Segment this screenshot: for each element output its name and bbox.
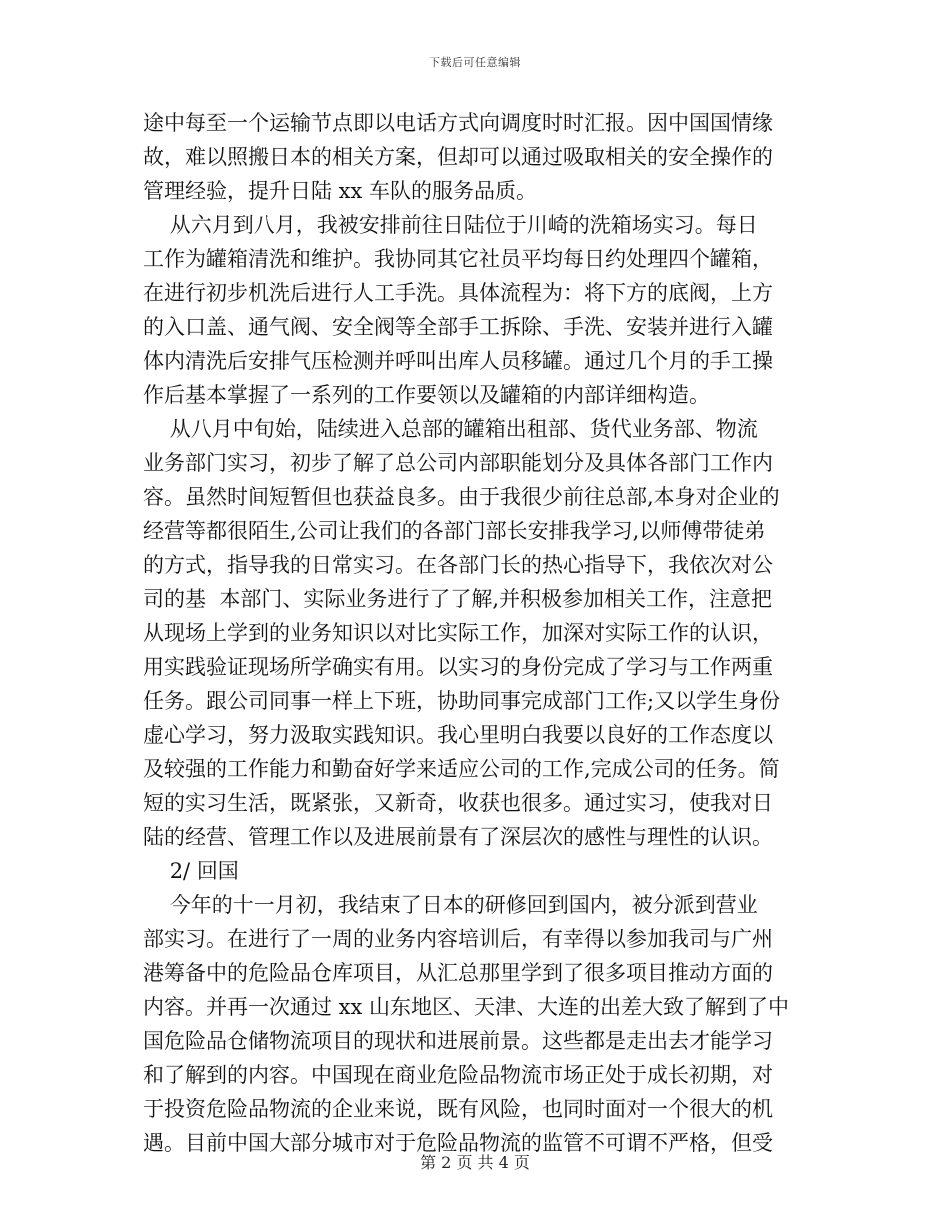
text-line: 体内清洗后安排气压检测并呼叫出库人员移罐。通过几个月的手工操 (143, 349, 773, 373)
text-line: 司的基 本部门、实际业务进行了了解,并积极参加相关工作，注意把 (143, 587, 773, 611)
text-line: 在进行初步机洗后进行人工手洗。具体流程为：将下方的底阀，上方 (143, 281, 773, 305)
page-number: 第 2 页 共 4 页 (420, 1153, 530, 1172)
text-line: 用实践验证现场所学确实有用。以实习的身份完成了学习与工作两重 (143, 655, 773, 679)
text-line: 部实习。在进行了一周的业务内容培训后，有幸得以参加我司与广州 (143, 927, 773, 951)
text-line: 于投资危险品物流的企业来说，既有风险，也同时面对一个很大的机 (143, 1097, 773, 1121)
text-line: 故，难以照搬日本的相关方案，但却可以通过吸取相关的安全操作的 (143, 145, 773, 169)
text-line: 作后基本掌握了一系列的工作要领以及罐箱的内部详细构造。 (143, 383, 710, 407)
text-line: 及较强的工作能力和勤奋好学来适应公司的工作,完成公司的任务。简 (143, 757, 780, 781)
text-line: 途中每至一个运输节点即以电话方式向调度时时汇报。因中国国情缘 (143, 111, 773, 135)
text-line: 工作为罐箱清洗和维护。我协同其它社员平均每日约处理四个罐箱， (143, 247, 773, 271)
document-body (143, 106, 803, 1160)
text-line: 业务部门实习，初步了解了总公司内部职能划分及具体各部门工作内 (143, 451, 773, 475)
text-line: 的方式，指导我的日常实习。在各部门长的热心指导下，我依次对公 (143, 553, 773, 577)
text-line: 和了解到的内容。中国现在商业危险品物流市场正处于成长初期，对 (143, 1063, 773, 1087)
text-line: 的入口盖、通气阀、安全阀等全部手工拆除、手洗、安装并进行入罐 (143, 315, 773, 339)
text-line: 从八月中旬始，陆续进入总部的罐箱出租部、货代业务部、物流 (143, 417, 758, 441)
text-line: 陆的经营、管理工作以及进展前景有了深层次的感性与理性的认识。 (143, 825, 773, 849)
text-line: 经营等都很陌生,公司让我们的各部门部长安排我学习,以师傅带徒弟 (143, 519, 766, 543)
text-line: 短的实习生活，既紧张，又新奇，收获也很多。通过实习，使我对日 (143, 791, 773, 815)
text-line: 从现场上学到的业务知识以对比实际工作，加深对实际工作的认识， (143, 621, 773, 645)
text-line: 容。虽然时间短暂但也获益良多。由于我很少前往总部,本身对企业的 (143, 485, 780, 509)
text-line: 遇。目前中国大部分城市对于危险品物流的监管不可谓不严格，但受 (143, 1131, 773, 1155)
text-line: 从六月到八月，我被安排前往日陆位于川崎的洗箱场实习。每日 (143, 213, 758, 237)
text-line: 内容。并再一次通过 xx 山东地区、天津、大连的出差大致了解到了中 (143, 995, 790, 1019)
text-line: 今年的十一月初，我结束了日本的研修回到国内，被分派到营业 (143, 893, 758, 917)
text-line: 管理经验，提升日陆 xx 车队的服务品质。 (143, 179, 538, 203)
page-header-note: 下载后可任意编辑 (429, 56, 521, 69)
text-line: 虚心学习，努力汲取实践知识。我心里明白我要以良好的工作态度以 (143, 723, 773, 747)
text-line: 国危险品仓储物流项目的现状和进展前景。这些都是走出去才能学习 (143, 1029, 773, 1053)
text-line: 港筹备中的危险品仓库项目，从汇总那里学到了很多项目推动方面的 (143, 961, 773, 985)
text-line: 任务。跟公司同事一样上下班，协助同事完成部门工作;又以学生身份 (143, 689, 781, 713)
section-heading: 2/ 回国 (143, 859, 239, 883)
